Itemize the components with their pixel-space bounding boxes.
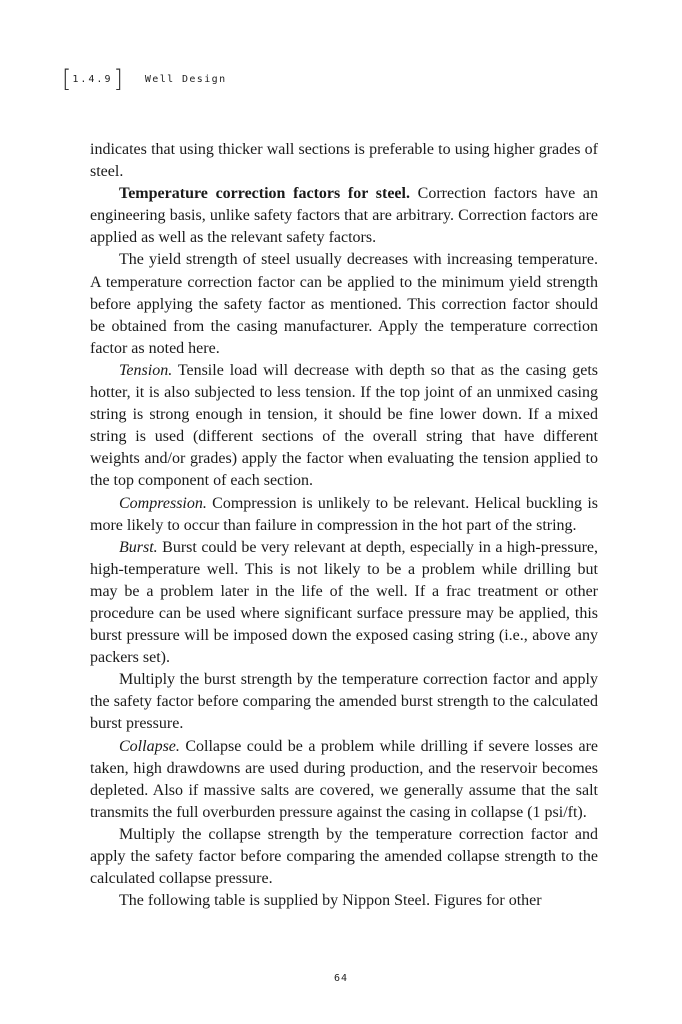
paragraph-burst-multiply <box>90 669 598 735</box>
running-title: Well Design <box>144 73 227 85</box>
section-number: 1.4.9 <box>72 73 113 85</box>
paragraph-yield-strength <box>90 249 598 359</box>
paragraph-collapse-multiply <box>90 824 598 890</box>
page-number: 64 <box>333 973 349 984</box>
paragraph-text: indicates that using thicker wall sections is preferable to using higher grades of steel. <box>90 141 598 181</box>
paragraph-text: Multiply the burst strength by the temperature correction factor and apply the safety factor before comparing the amended burst strength to the calculated burst pressure. <box>90 671 598 733</box>
paragraph-continuation <box>90 139 598 183</box>
paragraph-text: Collapse could be a problem while drilling if severe losses are taken, high drawdowns are used during production, and the reservoir becomes depleted. Also if massive salts are covered, we generally assume that the salt transmits the full overburden pressure against the casing in collapse (1 psi/ft). <box>90 737 598 821</box>
paragraph-temperature-correction <box>90 183 598 249</box>
paragraph-text: Correction factors have an engineering basis, unlike safety factors that are arbitrary. Correction factors are applied as well as the relevant safety factors. <box>90 185 598 247</box>
paragraph-collapse <box>90 736 598 824</box>
paragraph-compression <box>90 493 598 537</box>
paragraph-heading: Tension. <box>119 361 173 379</box>
paragraph-text: Tensile load will decrease with depth so that as the casing gets hotter, it is also subjected to less tension. If the top joint of an unmixed casing string is strong enough in tension, it should be fine lower down. If a mixed string is used (different sections of the overall string that have different weights and/or grades) apply the factor when evaluating the tension applied to the top component of each section. <box>90 361 598 490</box>
paragraph-text: Compression is unlikely to be relevant. Helical buckling is more likely to occur than failure in compression in the hot part of the string. <box>90 494 598 534</box>
paragraph-text: Multiply the collapse strength by the temperature correction factor and apply the safety factor before comparing the amended collapse strength to the calculated collapse pressure. <box>90 825 598 888</box>
paragraph-text: The following table is supplied by Nippon Steel. Figures for other <box>119 892 542 910</box>
open-bracket: [ <box>62 65 72 93</box>
paragraph-burst <box>90 537 598 670</box>
paragraph-tension <box>90 360 598 493</box>
body-text <box>90 139 598 912</box>
paragraph-text: Burst could be very relevant at depth, especially in a high-pressure, high-temperature well. This is not likely to be a problem while drilling but may be a problem later in the life of the well. If a frac treatment or other procedure can be used where significant surface pressure may be applied, this burst pressure will be imposed down the exposed casing string (i.e., above any packers set). <box>90 538 598 667</box>
paragraph-heading: Burst. <box>119 538 158 556</box>
running-head <box>62 64 227 94</box>
paragraph-heading: Temperature correction factors for steel. <box>119 185 410 203</box>
paragraph-heading: Collapse. <box>119 737 180 755</box>
paragraph-text: The yield strength of steel usually decreases with increasing temperature. A temperature correction factor can be applied to the minimum yield strength before applying the safety factor as mentioned. This correction factor should be obtained from the casing manufacturer. Apply the temperature correction factor as noted here. <box>90 251 598 357</box>
paragraph-heading: Compression. <box>119 494 207 512</box>
paragraph-table-intro <box>90 890 598 912</box>
close-bracket: ] <box>113 65 123 93</box>
